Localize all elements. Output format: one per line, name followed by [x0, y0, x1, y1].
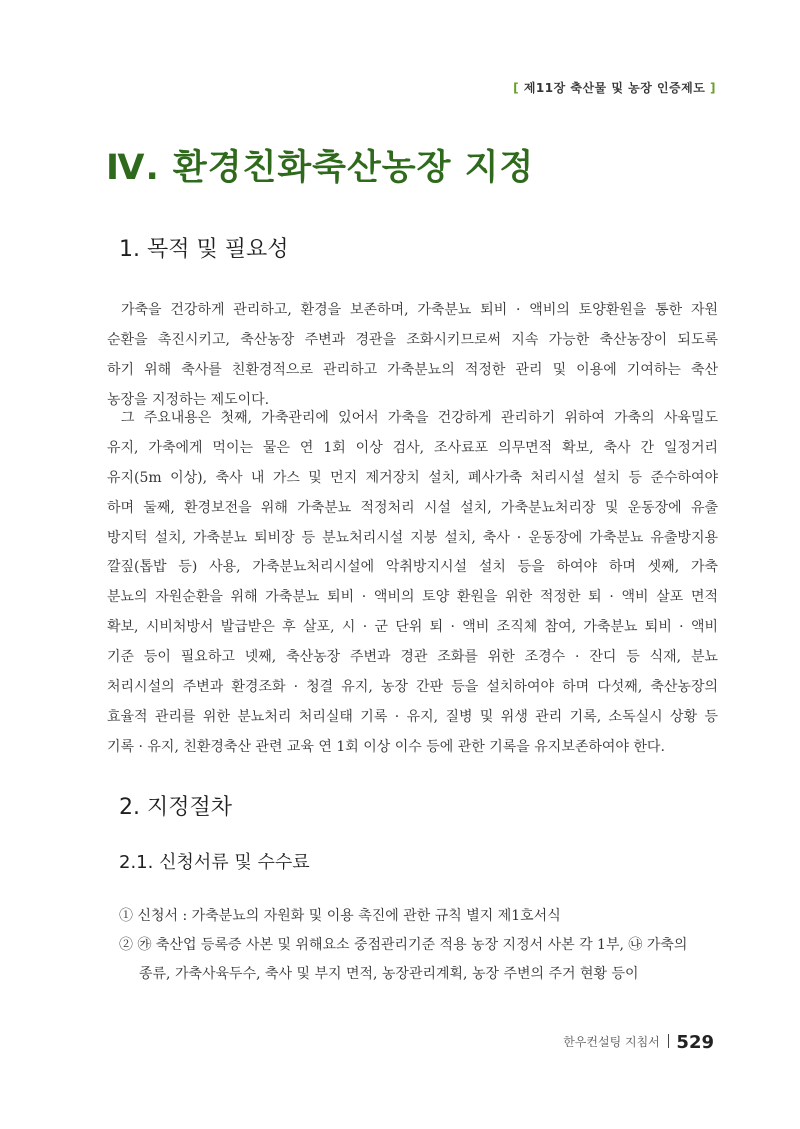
chapter-header	[513, 79, 716, 96]
page-title: Ⅳ. 환경친화축산농장 지정	[106, 148, 535, 188]
list-item-continuation: 종류, 가축사육두수, 축사 및 부지 면적, 농장관리계획, 농장 주변의 주거 현황 등이	[139, 966, 639, 982]
paragraph-line: 효율적 관리를 위한 분뇨처리 처리실태 기록 · 유지, 질병 및 위생 관리 기록, 소독실시 상황 등	[107, 708, 718, 725]
paragraph-line: 처리시설의 주변과 환경조화 · 청결 유지, 농장 간판 등을 설치하여야 하며 다섯째, 축산농장의	[107, 679, 718, 696]
paragraph-line: 깔짚(톱밥 등) 사용, 가축분뇨처리시설에 악취방지시설 설치 등을 하여야 하며 셋째, 가축	[107, 559, 718, 576]
section-2-1-heading: 2.1. 신청서류 및 수수료	[119, 852, 310, 873]
footer-divider	[668, 1034, 669, 1048]
book-title: 한우컨설팅 지침서	[563, 1035, 660, 1049]
paragraph-line: 분뇨의 자원순환을 위해 가축분뇨 퇴비 · 액비의 토양 환원을 위한 적정한 퇴 · 액비 살포 면적	[107, 589, 718, 606]
section-1-heading: 1. 목적 및 필요성	[119, 237, 289, 262]
paragraph-line: 유지, 가축에게 먹이는 물은 연 1회 이상 검사, 조사료포 의무면적 확보, 축사 간 일정거리	[107, 439, 718, 456]
paragraph-line: 그 주요내용은 첫째, 가축관리에 있어서 가축을 건강하게 관리하기 위하여 가축의 사육밀도	[121, 410, 718, 426]
list-item: ① 신청서 : 가축분뇨의 자원화 및 이용 촉진에 관한 규칙 별지 제1호서식	[119, 908, 561, 924]
header-bracket-open: [	[513, 81, 520, 95]
section-1-paragraph-2	[107, 404, 718, 763]
paragraph-line: 방지턱 설치, 가축분뇨 퇴비장 등 분뇨처리시설 지붕 설치, 축사 · 운동장에 가축분뇨 유출방지용	[107, 529, 718, 546]
application-documents-list	[119, 902, 718, 989]
paragraph-line: 순환을 촉진시키고, 축산농장 주변과 경관을 조화시키므로써 지속 가능한 축산농장이 되도록	[107, 331, 718, 348]
paragraph-line: 기준 등이 필요하고 넷째, 축산농장 주변과 경관 조화를 위한 조경수 · 잔디 등 식재, 분뇨	[107, 649, 718, 666]
paragraph-line: 유지(5m 이상), 축사 내 가스 및 먼지 제거장치 설치, 폐사가축 처리시설 설치 등 준수하여야	[107, 469, 718, 486]
page-number: 529	[676, 1032, 714, 1053]
paragraph-line: 농장을 지정하는 제도이다.	[107, 391, 270, 408]
section-1-paragraph-1	[107, 296, 718, 416]
paragraph-line: 확보, 시비처방서 발급받은 후 살포, 시 · 군 단위 퇴 · 액비 조직체 참여, 가축분뇨 퇴비 · 액비	[107, 619, 718, 636]
paragraph-line: 기록 · 유지, 친환경축산 관련 교육 연 1회 이상 이수 등에 관한 기록을 유지보존하여야 한다.	[107, 738, 665, 755]
list-item: ② ㉮ 축산업 등록증 사본 및 위해요소 중점관리기준 적용 농장 지정서 사본 각 1부, ㉯ 가축의	[119, 937, 688, 953]
paragraph-line: 하기 위해 축사를 친환경적으로 관리하고 가축분뇨의 적정한 관리 및 이용에 기여하는 축산	[107, 361, 718, 378]
chapter-title: 제11장 축산물 및 농장 인증제도	[523, 81, 706, 95]
paragraph-line: 가축을 건강하게 관리하고, 환경을 보존하며, 가축분뇨 퇴비 · 액비의 토양환원을 통한 자원	[121, 302, 718, 318]
page-footer	[563, 1032, 714, 1053]
paragraph-line: 하며 둘째, 환경보전을 위해 가축분뇨 적정처리 시설 설치, 가축분뇨처리장 및 운동장에 유출	[107, 499, 718, 516]
header-bracket-close: ]	[710, 81, 716, 95]
section-2-heading: 2. 지정절차	[119, 795, 232, 820]
